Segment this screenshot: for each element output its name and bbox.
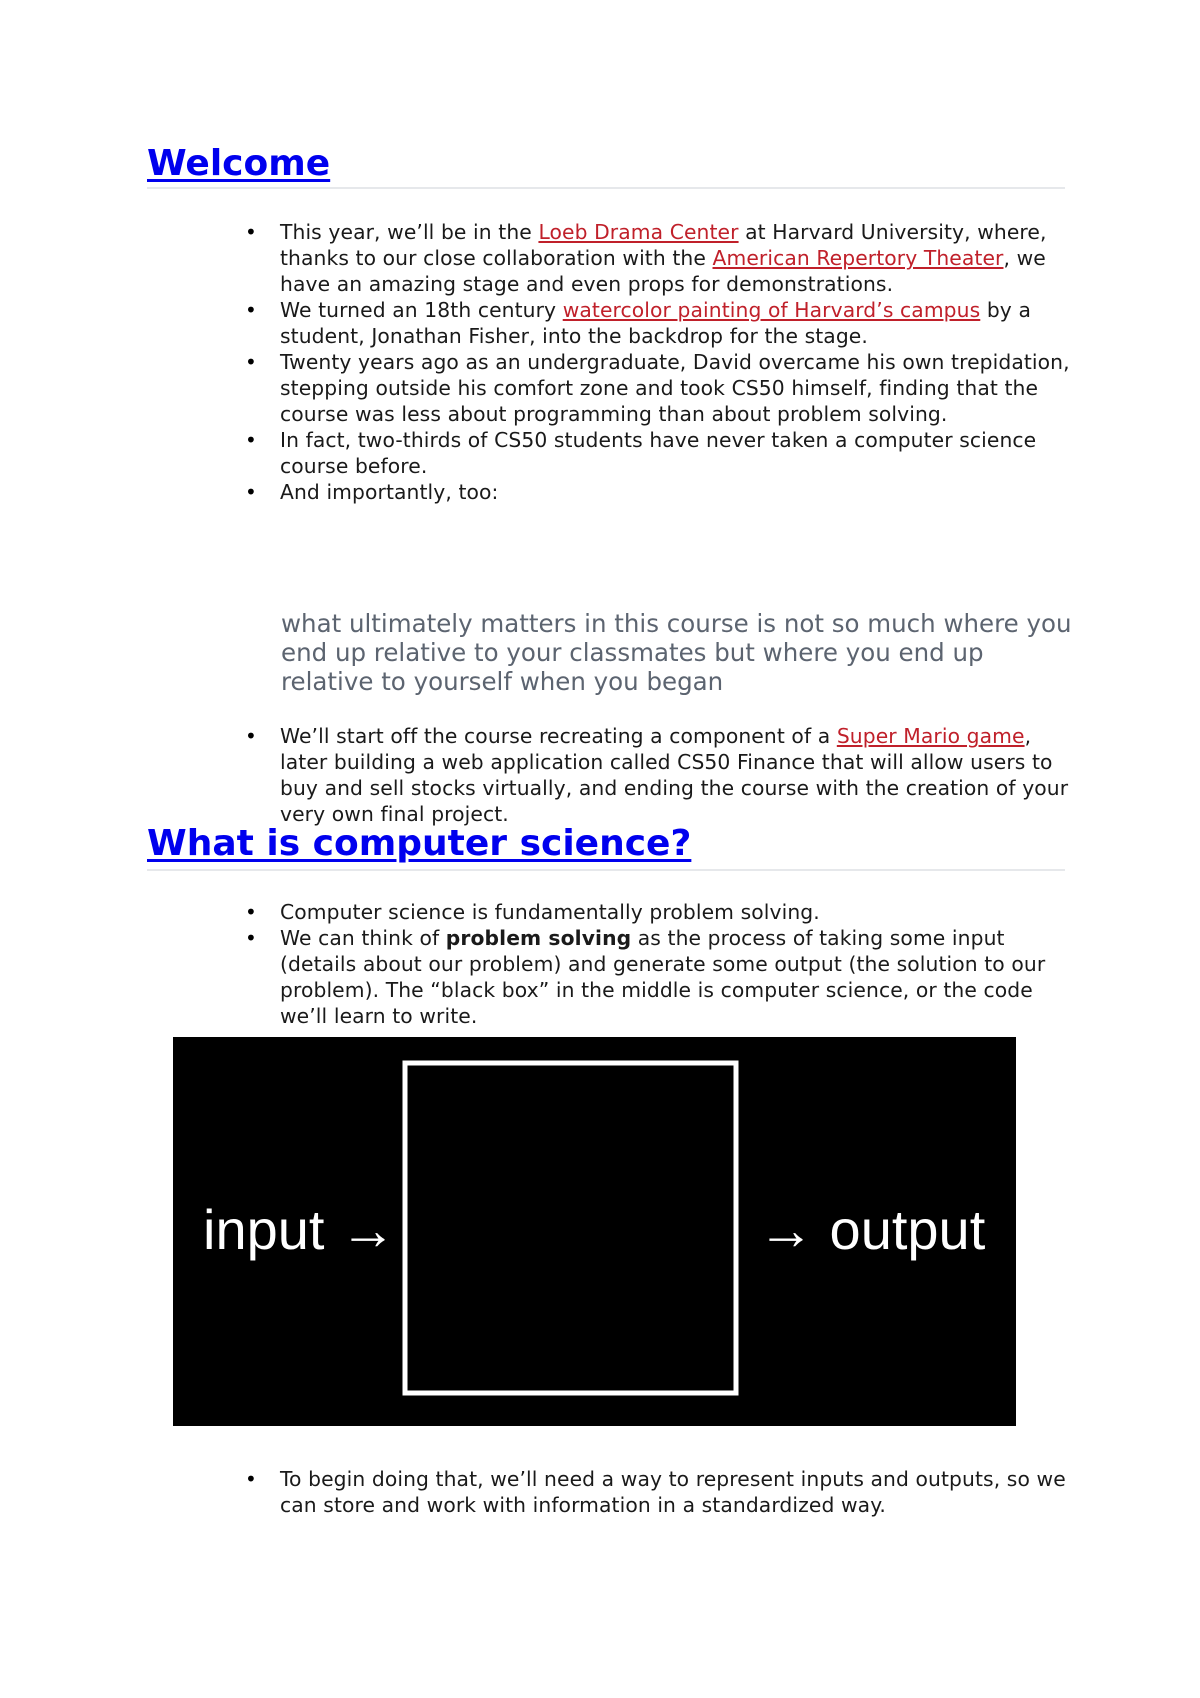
link-super-mario-game[interactable]: Super Mario game [836,724,1025,748]
list-item [0,723,1200,827]
bold-term: problem solving [445,926,632,950]
bullet-icon: • [245,480,257,504]
list-item [0,219,1200,297]
list-item [0,1466,1200,1518]
bullet-text: This year, we’ll be in the [280,220,539,244]
link-loeb-drama-center[interactable]: Loeb Drama Center [538,220,739,244]
bullet-text: We turned an 18th century [280,298,563,322]
bullet-text: at Harvard University, where, thanks to our close collaboration with the [280,220,1047,270]
bullet-text: We’ll start off the course recreating a component of a [280,724,837,748]
bullet-text: Twenty years ago as an undergraduate, David overcame his own trepidation, stepping outside his comfort zone and took CS50 himself, finding that the course was less about programming than about problem solving. [280,350,1070,426]
bullet-icon: • [245,900,257,924]
welcome-bullet-list [0,219,1200,505]
link-american-repertory-theater[interactable]: American Repertory Theater [712,246,1004,270]
bullet-icon: • [245,428,257,452]
list-item [0,297,1200,349]
list-item [0,479,1200,505]
bullet-icon: • [245,1467,257,1491]
list-item [0,349,1200,427]
bullet-icon: • [245,298,257,322]
input-label: input → [203,1198,396,1261]
output-label: → output [758,1198,986,1261]
heading-welcome[interactable]: Welcome [147,143,331,184]
list-item [0,427,1200,479]
cs-bullet-list-continued [0,1466,1200,1518]
bullet-icon: • [245,350,257,374]
bullet-text: And importantly, too: [280,480,499,504]
bullet-text: , later building a web application called CS50 Finance that will allow users to buy and sell stocks virtually, and ending the course with the creation of your very own final project. [280,724,1069,826]
heading-what-is-computer-science[interactable]: What is computer science? [147,823,692,864]
bullet-icon: • [245,220,257,244]
bullet-text: In fact, two-thirds of CS50 students have never taken a computer science course before. [280,428,1037,478]
bullet-text: We can think of [280,926,446,950]
black-box-diagram [173,1037,1016,1426]
list-item [0,925,1200,1029]
bullet-icon: • [245,926,257,950]
bullet-icon: • [245,724,257,748]
bullet-text: , we have an amazing stage and even props for demonstrations. [280,246,1046,296]
heading-rule [147,869,1065,871]
pull-quote: what ultimately matters in this course is not so much where you end up relative to your classmates but where you end up relative to yourself when you began [281,609,1072,696]
black-box-svg [173,1037,1016,1426]
link-watercolor-painting[interactable]: watercolor painting of Harvard’s campus [562,298,981,322]
cs-bullet-list [0,899,1200,1029]
heading-rule [147,187,1065,189]
bullet-text: To begin doing that, we’ll need a way to represent inputs and outputs, so we can store and work with information in a standardized way. [280,1467,1066,1517]
black-box-square [405,1063,736,1393]
bullet-text: Computer science is fundamentally problem solving. [280,900,820,924]
bullet-text: by a student, Jonathan Fisher, into the backdrop for the stage. [280,298,1031,348]
bullet-text: as the process of taking some input (details about our problem) and generate some output (the solution to our problem). The “black box” in the middle is computer science, or the code we’ll learn to write. [280,926,1046,1028]
welcome-bullet-list-continued [0,723,1200,827]
list-item [0,899,1200,925]
